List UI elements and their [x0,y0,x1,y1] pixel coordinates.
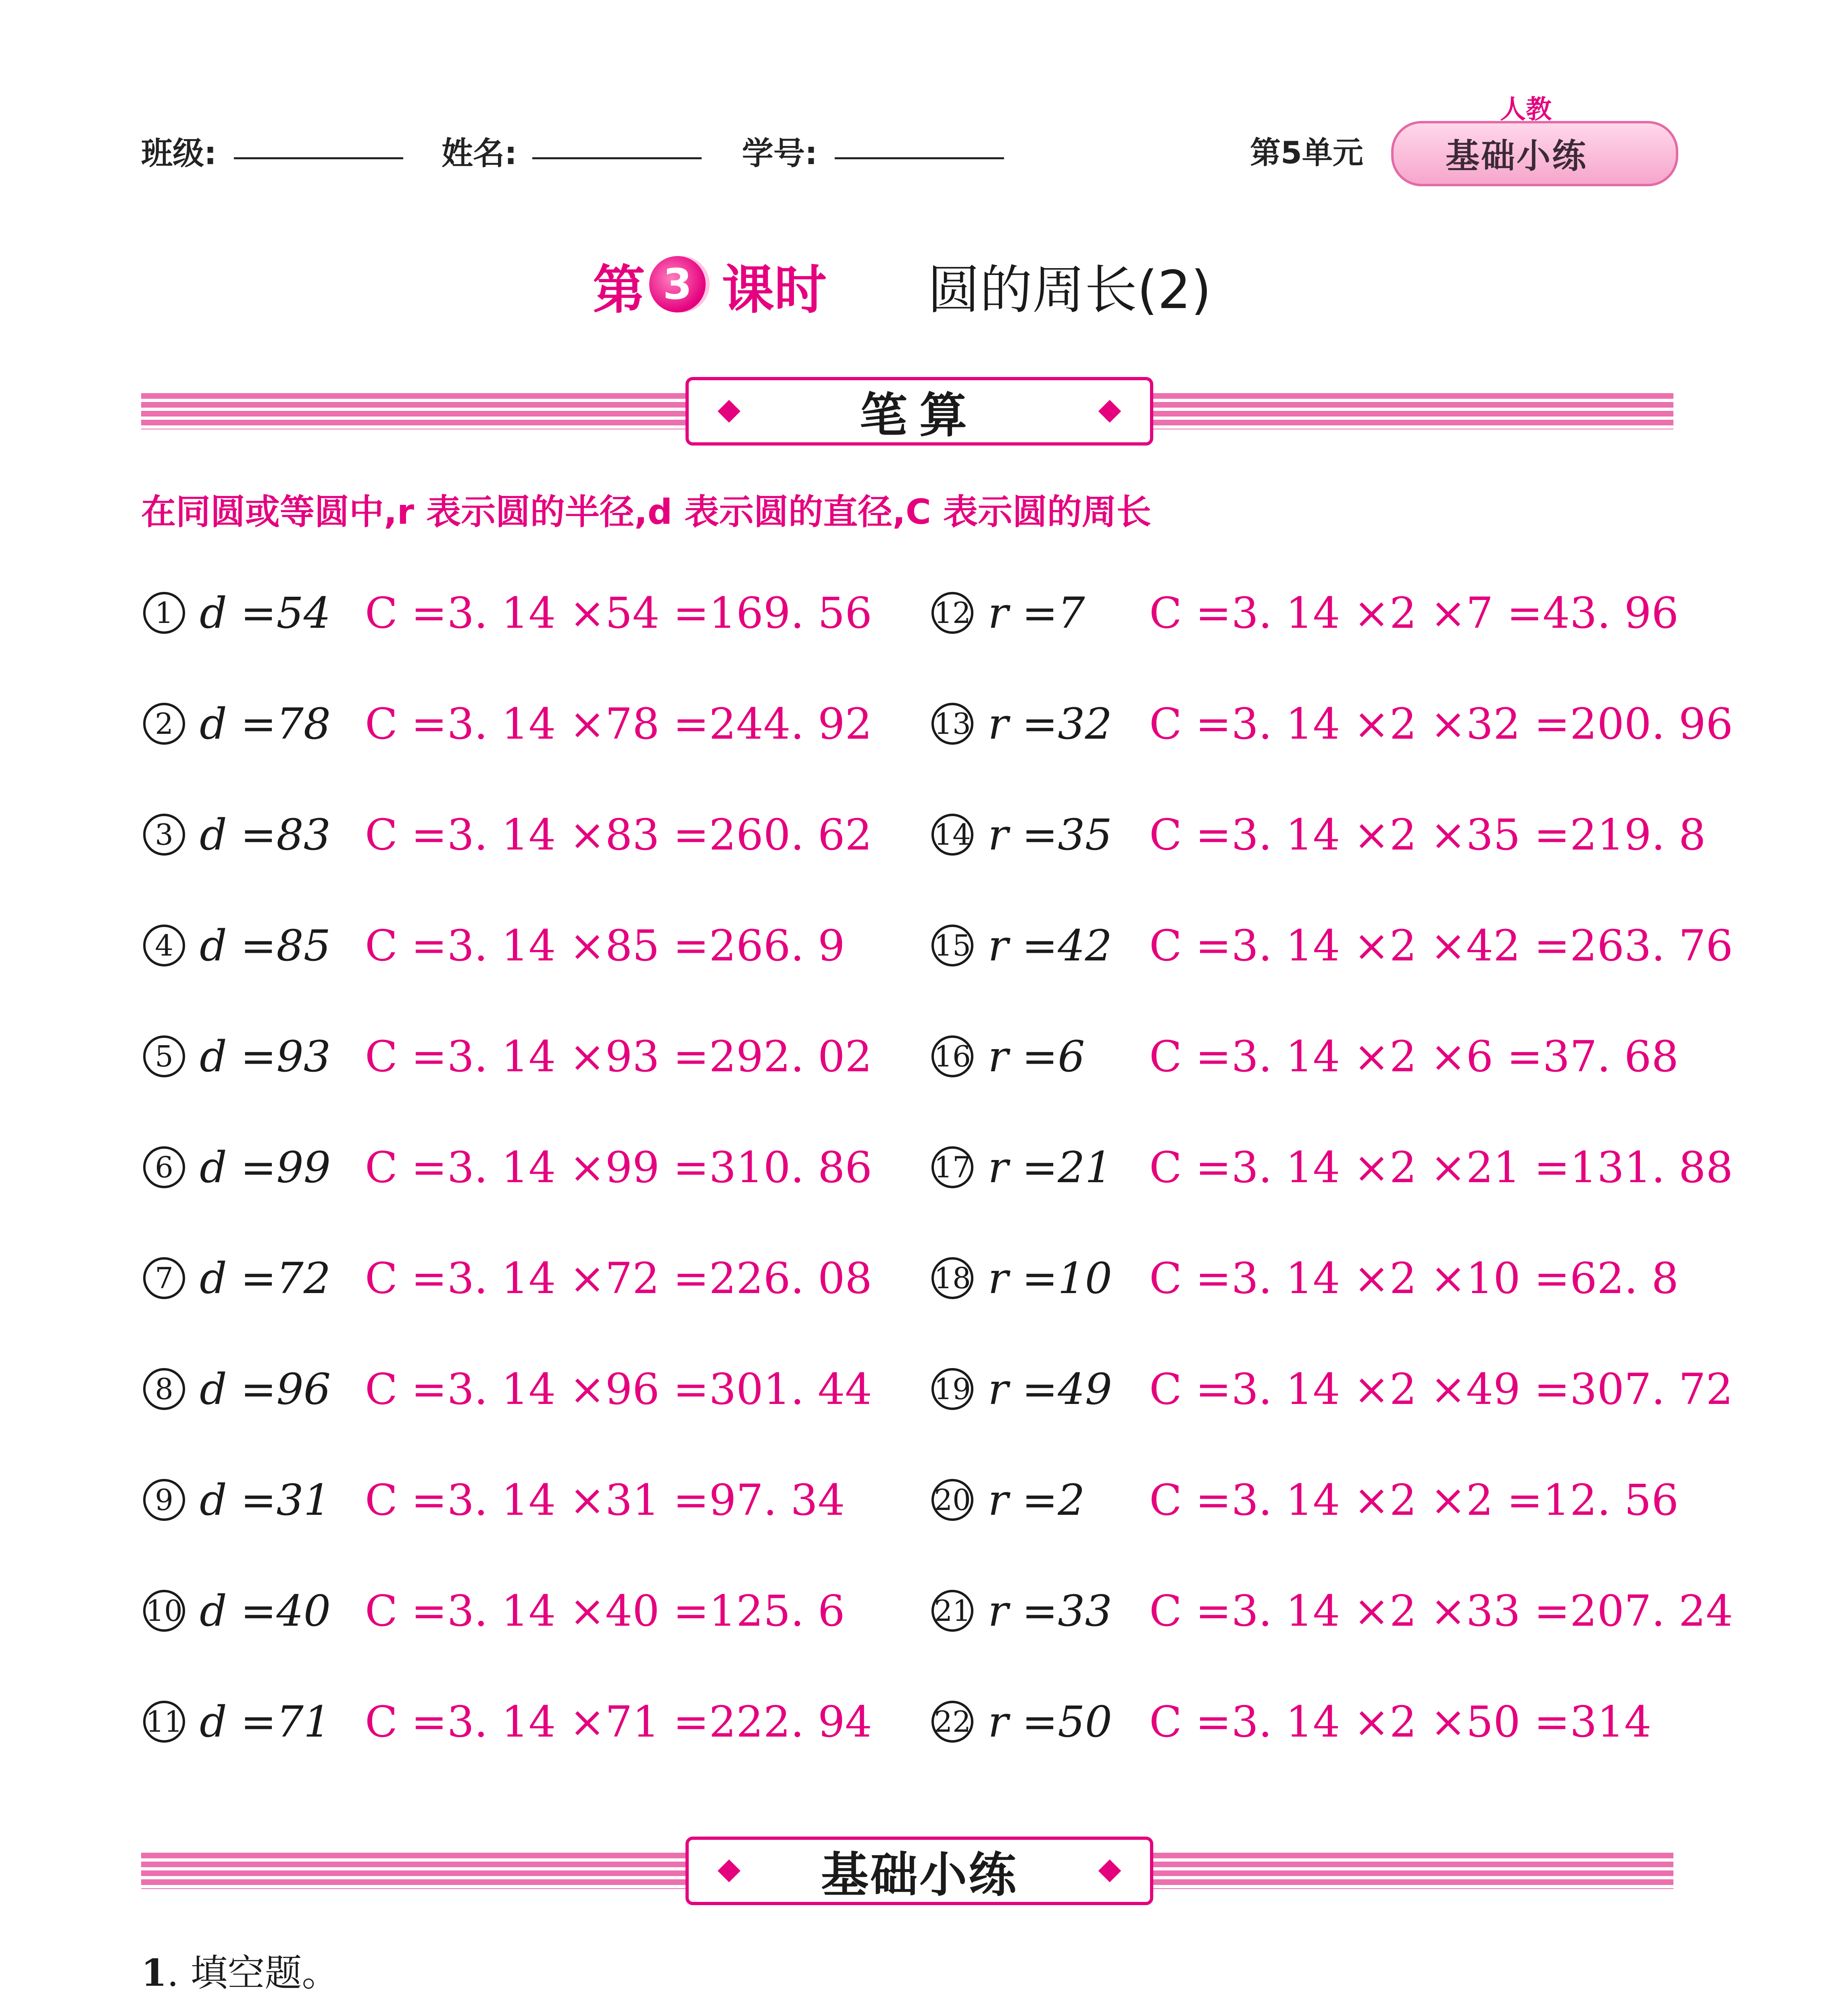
problem-answer: C =3. 14 ×2 ×6 =37. 68 [1149,1031,1679,1081]
problem-given: r =21 [988,1142,1113,1192]
problem-answer: C =3. 14 ×72 =226. 08 [365,1253,872,1303]
problem-number: 20 [931,1479,973,1521]
problem-number: 4 [143,925,185,966]
problem-list-left [143,585,872,1750]
problem-row [143,917,872,974]
section-banner-written-calc [685,377,1153,446]
problem-given: d =31 [200,1475,331,1525]
problem-row [931,1583,1733,1639]
problem-row [143,696,872,752]
problem-answer: C =3. 14 ×2 ×33 =207. 24 [1149,1586,1733,1636]
class-label: 班级: [141,135,217,172]
problem-number: 2 [143,703,185,745]
problem-number: 16 [931,1035,973,1077]
problem-number: 12 [931,592,973,634]
problem-number: 14 [931,814,973,856]
instruction-text: 在同圆或等圆中,r 表示圆的半径,d 表示圆的直径,C 表示圆的周长 [141,492,1151,532]
problem-row [931,806,1733,863]
problem-answer: C =3. 14 ×2 ×21 =131. 88 [1149,1142,1733,1192]
lesson-number: 3 [663,260,692,309]
problem-answer: C =3. 14 ×99 =310. 86 [365,1142,872,1192]
section-banner-basic-practice [685,1837,1153,1905]
problem-given: d =72 [200,1253,331,1303]
problem-row [143,1583,872,1639]
lesson-suffix: 课时 [722,259,827,321]
problem-answer: C =3. 14 ×2 ×7 =43. 96 [1149,588,1679,638]
problem-given: d =83 [200,810,331,860]
brand-sub: 人教 [1500,95,1552,125]
problem-row [143,1139,872,1195]
question-title: . 填空题。 [167,1951,339,1995]
class-input-line[interactable] [234,157,403,159]
student-id-input-line[interactable] [835,157,1004,159]
problem-given: r =2 [988,1475,1085,1525]
question-1-heading [141,1943,339,1997]
question-number: 1 [141,1951,167,1995]
problem-number: 8 [143,1368,185,1410]
problem-number: 3 [143,814,185,856]
problem-answer: C =3. 14 ×31 =97. 34 [365,1475,845,1525]
problem-given: d =78 [200,699,331,749]
problem-answer: C =3. 14 ×96 =301. 44 [365,1364,872,1414]
problem-number: 22 [931,1701,973,1743]
problem-given: r =33 [988,1586,1113,1636]
problem-number: 11 [143,1701,185,1743]
unit-label: 第5单元 [1250,135,1363,171]
problem-given: d =96 [200,1364,331,1414]
diamond-icon [718,400,741,423]
problem-answer: C =3. 14 ×2 ×42 =263. 76 [1149,921,1733,971]
lesson-title: 圆的周长(2) [927,259,1212,321]
problem-answer: C =3. 14 ×2 ×10 =62. 8 [1149,1253,1679,1303]
problem-answer: C =3. 14 ×2 ×32 =200. 96 [1149,699,1733,749]
problem-answer: C =3. 14 ×40 =125. 6 [365,1586,845,1636]
problem-row [931,1250,1733,1306]
problem-number: 1 [143,592,185,634]
problem-given: r =50 [988,1697,1113,1747]
student-id-label: 学号: [742,135,818,172]
lesson-prefix: 第 [593,259,646,321]
name-label: 姓名: [442,135,517,172]
problem-answer: C =3. 14 ×2 ×49 =307. 72 [1149,1364,1733,1414]
problem-row [143,806,872,863]
problem-row [931,917,1733,974]
problem-number: 6 [143,1146,185,1188]
problem-number: 5 [143,1035,185,1077]
problem-answer: C =3. 14 ×85 =266. 9 [365,921,845,971]
problem-number: 10 [143,1590,185,1632]
problem-given: r =42 [988,921,1113,971]
problem-row [143,1361,872,1417]
problem-answer: C =3. 14 ×78 =244. 92 [365,699,872,749]
problem-answer: C =3. 14 ×83 =260. 62 [365,810,872,860]
problem-row [931,1028,1733,1085]
problem-given: d =85 [200,921,331,971]
problem-answer: C =3. 14 ×2 ×50 =314 [1149,1697,1652,1747]
problem-answer: C =3. 14 ×2 ×2 =12. 56 [1149,1475,1679,1525]
problem-row [143,1693,872,1750]
problem-given: d =40 [200,1586,331,1636]
problem-row [143,1250,872,1306]
problem-row [931,696,1733,752]
section-title: 笔算 [859,387,979,443]
problem-given: r =32 [988,699,1113,749]
problem-number: 7 [143,1257,185,1299]
problem-answer: C =3. 14 ×2 ×35 =219. 8 [1149,810,1706,860]
problem-row [931,1472,1733,1528]
brand-main: 基础小练 [1446,136,1588,176]
problem-given: d =99 [200,1142,331,1192]
problem-list-right [931,585,1733,1750]
problem-given: r =6 [988,1031,1085,1081]
problem-row [931,1693,1733,1750]
problem-given: r =10 [988,1253,1113,1303]
problem-row [931,1139,1733,1195]
diamond-icon [718,1860,741,1883]
problem-number: 9 [143,1479,185,1521]
problem-answer: C =3. 14 ×93 =292. 02 [365,1031,872,1081]
problem-row [143,1472,872,1528]
q1-part2-line1 [968,2012,1595,2016]
problem-row [931,585,1733,641]
diamond-icon [1098,400,1121,423]
problem-number: 18 [931,1257,973,1299]
problem-answer: C =3. 14 ×54 =169. 56 [365,588,872,638]
problem-number: 15 [931,925,973,966]
diamond-icon [1098,1860,1121,1883]
problem-given: d =93 [200,1031,331,1081]
lesson-number-badge [649,256,706,312]
problem-given: d =71 [200,1697,331,1747]
q1-part1-text [185,2014,798,2016]
problem-number: 21 [931,1590,973,1632]
problem-given: d =54 [200,588,331,638]
problem-number: 13 [931,703,973,745]
problem-row [143,585,872,641]
problem-answer: C =3. 14 ×71 =222. 94 [365,1697,872,1747]
problem-given: r =7 [988,588,1085,638]
name-input-line[interactable] [532,157,702,159]
problem-row [931,1361,1733,1417]
problem-number: 17 [931,1146,973,1188]
section-title: 基础小练 [821,1847,1018,1903]
problem-given: r =35 [988,810,1113,860]
problem-row [143,1028,872,1085]
problem-number: 19 [931,1368,973,1410]
problem-given: r =49 [988,1364,1113,1414]
